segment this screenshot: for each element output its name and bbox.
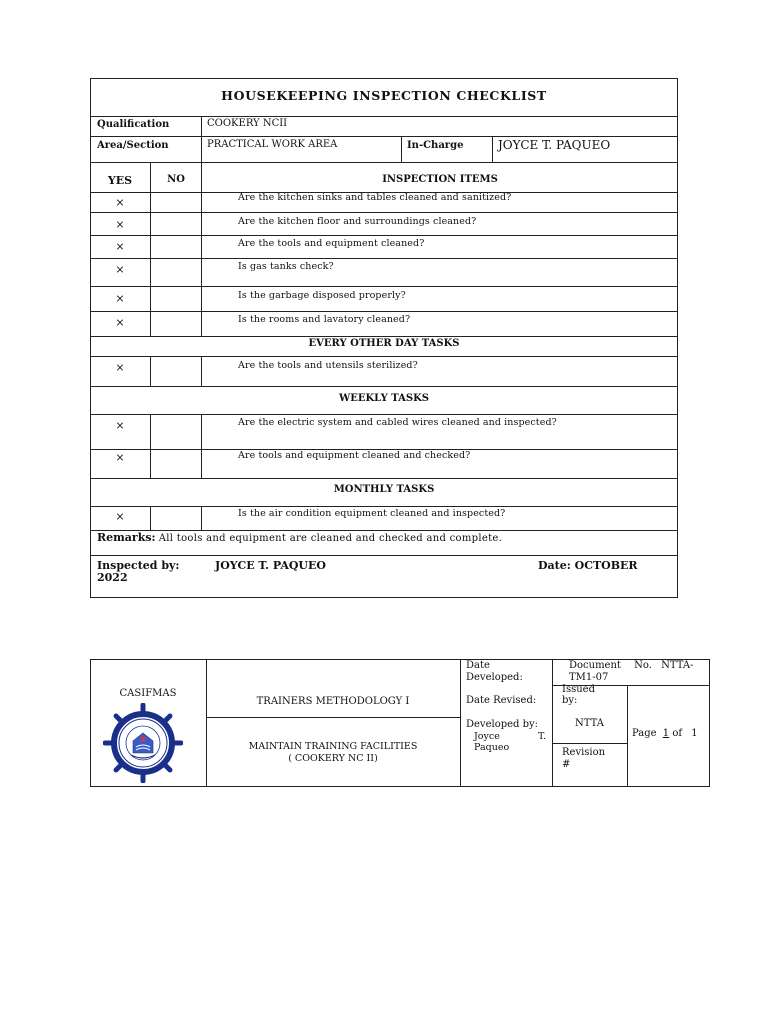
course-title: TRAINERS METHODOLOGY I [256, 696, 410, 707]
divider [201, 136, 202, 162]
divider [90, 311, 678, 312]
date-label: Date: OCTOBER [538, 559, 638, 572]
divider [90, 336, 678, 337]
ship-wheel-icon [103, 703, 183, 783]
yes-header: YES [107, 174, 133, 187]
divider [90, 356, 678, 357]
qualification-label: Qualification [97, 119, 170, 130]
incharge-label: In-Charge [407, 140, 464, 151]
yes-mark: × [115, 451, 125, 464]
issued-label: Issued [562, 684, 595, 695]
inspection-item: Are the kitchen sinks and tables cleaned and sanitized? [238, 192, 512, 203]
divider [90, 506, 678, 507]
module-title [206, 741, 460, 765]
yes-mark: × [115, 240, 125, 253]
document-no [569, 660, 705, 684]
inspection-item: Is the garbage disposed properly? [238, 290, 406, 301]
divider [90, 414, 678, 415]
document-no-value2: TM1-07 [569, 672, 609, 683]
divider [401, 136, 402, 162]
yes-mark: × [115, 316, 125, 329]
divider [90, 555, 678, 556]
date-developed-text: Date Developed: [466, 660, 523, 683]
weekly-header: WEEKLY TASKS [339, 393, 429, 404]
divider [150, 414, 151, 478]
divider [627, 685, 628, 787]
date-revised-label: Date Revised: [466, 695, 537, 706]
document-no-label: Document [569, 660, 621, 671]
divider [201, 116, 202, 136]
issued-by-word: by: [562, 695, 578, 706]
items-header: INSPECTION ITEMS [382, 174, 498, 185]
yes-mark: × [115, 196, 125, 209]
yes-mark: × [115, 263, 125, 276]
page-number [632, 728, 698, 739]
module-line-2: ( COOKERY NC II) [288, 753, 378, 764]
yes-mark: × [115, 218, 125, 231]
inspection-item: Are the kitchen floor and surroundings cleaned? [238, 216, 477, 227]
revision [562, 747, 605, 771]
divider [206, 717, 460, 718]
revision-hash: # [562, 759, 571, 770]
divider [90, 235, 678, 236]
issued-value: NTTA [575, 718, 604, 729]
divider [206, 659, 207, 787]
area-label: Area/Section [97, 140, 169, 151]
divider [201, 162, 202, 336]
developer-first: Joyce [474, 731, 500, 742]
divider [201, 356, 202, 386]
yes-mark: × [115, 419, 125, 432]
org-name: CASIFMAS [119, 688, 177, 699]
divider [201, 414, 202, 478]
remarks [97, 531, 502, 544]
yes-mark: × [115, 361, 125, 374]
divider [201, 506, 202, 530]
divider [90, 478, 678, 479]
document-no-value: NTTA- [661, 660, 694, 671]
inspection-item: Is the rooms and lavatory cleaned? [238, 314, 411, 325]
divider [150, 162, 151, 336]
developer-initial: T. [538, 731, 546, 742]
area-value: PRACTICAL WORK AREA [207, 139, 338, 150]
monthly-header: MONTHLY TASKS [333, 484, 435, 495]
revision-label: Revision [562, 747, 606, 758]
issued-by [562, 684, 595, 706]
divider [90, 286, 678, 287]
date-year: 2022 [97, 571, 128, 584]
inspection-item: Are the electric system and cabled wires cleaned and inspected? [238, 417, 557, 428]
incharge-value: JOYCE T. PAQUEO [498, 138, 611, 152]
org-logo [103, 703, 183, 783]
divider [90, 116, 678, 117]
page-label: Page [632, 728, 657, 739]
inspected-value: JOYCE T. PAQUEO [215, 559, 326, 572]
remarks-label: Remarks: [97, 531, 156, 544]
module-line-1: MAINTAIN TRAINING FACILITIES [248, 741, 418, 752]
divider [90, 386, 678, 387]
divider [492, 136, 493, 162]
divider [552, 743, 627, 744]
page-of: of [672, 728, 683, 739]
page-num: 1 [662, 728, 670, 739]
divider [150, 356, 151, 386]
date-developed-label [466, 660, 526, 684]
inspection-item: Is the air condition equipment cleaned and inspected? [238, 508, 506, 519]
divider [90, 136, 678, 137]
developer-last: Paqueo [474, 742, 510, 753]
inspection-item: Is gas tanks check? [238, 261, 334, 272]
inspected-label: Inspected by: [97, 559, 180, 572]
divider [90, 212, 678, 213]
inspection-item: Are tools and equipment cleaned and checked? [238, 450, 471, 461]
developed-by-name [474, 731, 548, 753]
developed-by-label: Developed by: [466, 719, 539, 730]
remarks-text: All tools and equipment are cleaned and checked and complete. [158, 533, 503, 544]
page-total: 1 [691, 728, 698, 739]
checklist-title: HOUSEKEEPING INSPECTION CHECKLIST [221, 88, 547, 103]
document-no-no: No. [634, 660, 652, 671]
divider [460, 659, 461, 787]
divider [90, 162, 678, 163]
inspection-item: Are the tools and equipment cleaned? [238, 238, 425, 249]
yes-mark: × [115, 292, 125, 305]
yes-mark: × [115, 510, 125, 523]
qualification-value: COOKERY NCII [207, 118, 288, 129]
divider [150, 506, 151, 530]
every-other-day-header: EVERY OTHER DAY TASKS [308, 338, 460, 349]
inspection-item: Are the tools and utensils sterilized? [238, 360, 418, 371]
no-header: NO [167, 174, 185, 185]
divider [90, 258, 678, 259]
